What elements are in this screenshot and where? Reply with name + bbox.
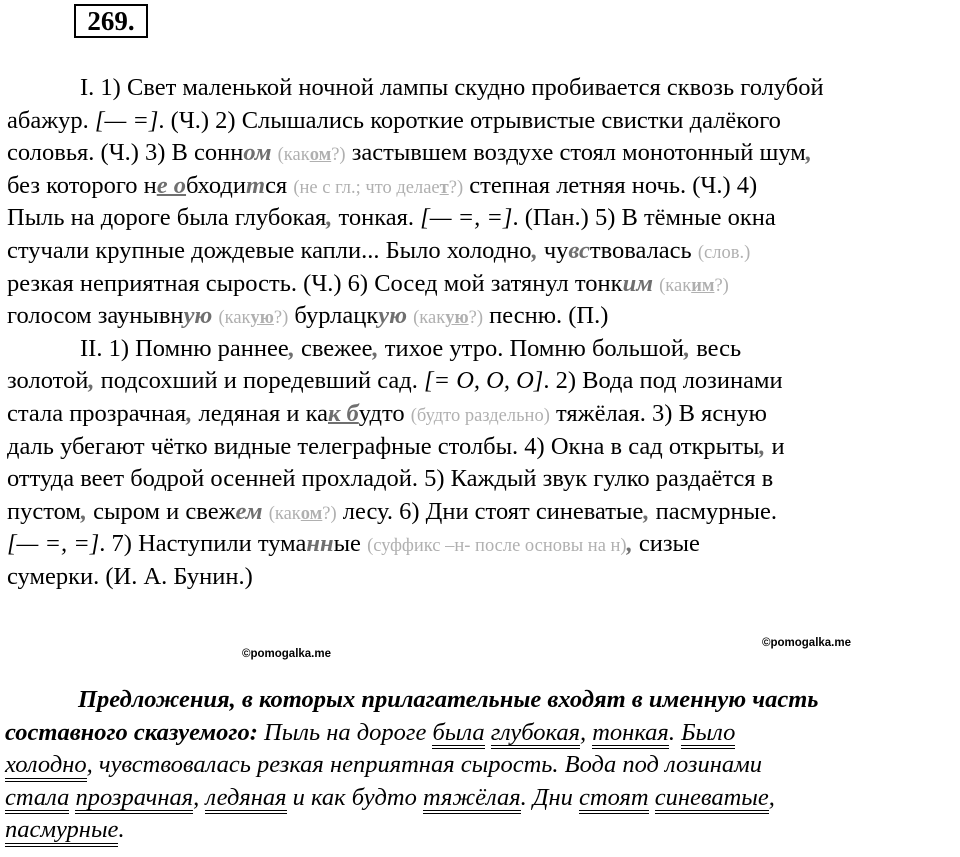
predicate-adjective: пасмурные xyxy=(5,818,118,847)
watermark-right: ©pomogalka.me xyxy=(762,637,851,649)
answer-line: стала прозрачная, ледяная и как будто тяжёлая. Дни стоят синеватые, xyxy=(5,782,955,815)
text-fragment: и как будто xyxy=(286,783,423,811)
predicate-link: стоят xyxy=(579,786,649,815)
text-fragment: ую xyxy=(183,302,213,330)
text-line xyxy=(7,561,957,594)
text-fragment: тяжёлая. 3) В ясную xyxy=(549,399,767,427)
text-fragment: , xyxy=(80,497,88,525)
exercise-number: 269. xyxy=(74,4,148,38)
text-fragment: [— =, =] xyxy=(7,530,100,558)
answer-block xyxy=(5,684,955,847)
predicate-link: была xyxy=(432,721,484,750)
text-line xyxy=(7,235,957,268)
text-fragment: соловья. (Ч.) 3) В сонн xyxy=(7,139,244,167)
text-fragment: (будто раздельно) xyxy=(410,405,550,426)
text-fragment: . Дни xyxy=(520,783,580,811)
text-fragment: лесу. 6) Дни стоят синеватые xyxy=(336,497,644,525)
text-fragment: , xyxy=(372,334,379,362)
predicate-adjective: холодно xyxy=(5,753,87,782)
text-fragment: , xyxy=(326,204,333,232)
text-fragment: и xyxy=(765,432,785,460)
text-fragment: к б xyxy=(328,399,359,427)
text-fragment: свежее xyxy=(294,334,373,362)
text-fragment: бурлацк xyxy=(288,302,379,330)
text-fragment: пасмурные. xyxy=(649,497,778,525)
text-fragment: ую xyxy=(378,302,408,330)
text-fragment: стучали крупные дождевые капли... Было холодно xyxy=(7,236,532,264)
text-fragment: золотой xyxy=(7,367,89,395)
text-line xyxy=(7,72,957,105)
text-fragment: , xyxy=(643,497,650,525)
text-fragment: тонкая. xyxy=(332,204,421,232)
text-fragment: даль убегают чётко видные телеграфные столбы. 4) Окна в сад открыты xyxy=(7,432,760,460)
text-fragment: (как xyxy=(659,275,692,296)
text-fragment: [— =] xyxy=(94,106,159,134)
text-fragment: ?) xyxy=(273,308,289,329)
text-fragment: Предложения, в которых прилагательные входят в именную часть xyxy=(78,686,819,713)
text-fragment: , xyxy=(288,334,295,362)
text-fragment: ?) xyxy=(468,308,483,329)
predicate-adjective: прозрачная xyxy=(75,786,193,815)
text-fragment: абажур. xyxy=(7,106,95,134)
text-fragment: твовалась xyxy=(589,236,698,264)
text-fragment: Пыль на дороге была глубокая xyxy=(7,204,327,232)
answer-line xyxy=(5,749,955,782)
text-fragment: ом xyxy=(309,145,332,166)
text-fragment: резкая неприятная сырость. (Ч.) 6) Сосед мой затянул тонк xyxy=(7,269,623,297)
text-fragment: бходи xyxy=(186,171,246,199)
answer-line: пасмурные. xyxy=(5,814,955,847)
text-fragment: (слов.) xyxy=(697,242,751,263)
text-fragment: (суффикс –н- после основы на н) xyxy=(367,536,627,557)
text-fragment: нн xyxy=(306,530,334,558)
text-line xyxy=(7,528,957,561)
predicate-adjective: глубокая xyxy=(491,721,580,750)
text-fragment: им xyxy=(691,275,715,296)
text-fragment: оттуда веет бодрой осенней прохладой. 5) Каждый звук гулко раздаётся в xyxy=(7,465,774,493)
text-fragment: , чувствовалась резкая неприятная сырость. Вода под лозинами xyxy=(86,751,763,779)
text-fragment: . (Пан.) 5) В тёмные окна xyxy=(512,204,776,232)
exercise-text xyxy=(7,72,957,594)
text-line xyxy=(7,463,957,496)
text-fragment: ую xyxy=(445,308,469,329)
text-fragment: ?) xyxy=(714,275,729,296)
text-fragment: ?) xyxy=(331,145,346,166)
text-fragment: т xyxy=(246,171,266,199)
answer-line: составного сказуемого: Пыль на дороге была глубокая, тонкая. Было xyxy=(5,717,955,750)
predicate-adjective: ледяная xyxy=(205,786,286,815)
text-line xyxy=(7,496,957,529)
text-fragment: сыром и свеж xyxy=(87,497,236,525)
text-fragment: голосом заунывн xyxy=(7,302,184,330)
text-line xyxy=(7,398,957,431)
text-fragment: чу xyxy=(537,236,569,264)
text-line xyxy=(7,202,957,235)
text-fragment: стала прозрачная xyxy=(7,399,187,427)
text-line xyxy=(7,300,957,333)
text-fragment: , xyxy=(88,367,95,395)
text-fragment: , xyxy=(531,236,538,264)
answer-heading xyxy=(5,684,955,717)
watermark-left: ©pomogalka.me xyxy=(242,648,331,660)
predicate-adjective: синеватые xyxy=(655,786,769,815)
text-fragment: подсохший и поредевший сад. xyxy=(94,367,425,395)
text-fragment: II. 1) Помню раннее xyxy=(80,334,289,362)
text-fragment: сумерки. (И. А. Бунин.) xyxy=(7,562,253,590)
text-line xyxy=(7,105,957,138)
text-fragment: . (Ч.) 2) Слышались короткие отрывистые свистки далёкого xyxy=(158,106,781,134)
text-fragment: весь xyxy=(690,334,742,362)
text-fragment: пустом xyxy=(7,497,81,525)
text-fragment: ледяная и ка xyxy=(192,399,329,427)
text-fragment: вс xyxy=(568,236,590,264)
text-line xyxy=(7,431,957,464)
text-fragment: составного сказуемого: xyxy=(5,718,258,746)
text-fragment: [= O, O, O] xyxy=(424,367,544,395)
text-fragment: тихое утро. Помню большой xyxy=(378,334,684,362)
text-fragment: (как xyxy=(277,145,310,166)
text-fragment: (как xyxy=(218,308,251,329)
text-line xyxy=(7,365,957,398)
text-fragment: , xyxy=(683,334,691,362)
predicate-adjective: тонкая xyxy=(592,721,669,750)
text-fragment: ем xyxy=(235,497,263,525)
text-fragment: е о xyxy=(156,171,187,199)
text-fragment: ся xyxy=(265,171,294,199)
text-fragment: (не с гл.; что делае xyxy=(293,177,440,198)
text-fragment: ые xyxy=(333,530,368,558)
text-fragment: ом xyxy=(300,503,323,524)
predicate-link: Было xyxy=(681,721,735,750)
text-line xyxy=(7,333,957,366)
text-fragment: сизые xyxy=(632,530,700,558)
text-fragment: . 7) Наступили тума xyxy=(99,530,307,558)
text-fragment: I. 1) Свет маленькой ночной лампы скудно пробивается сквозь голубой xyxy=(80,74,824,101)
text-fragment: , xyxy=(805,139,812,167)
text-line xyxy=(7,170,957,203)
text-fragment: песню. (П.) xyxy=(482,302,609,330)
predicate-adjective: тяжёлая xyxy=(423,786,521,815)
predicate-link: стала xyxy=(5,786,69,815)
text-fragment: т xyxy=(439,177,449,198)
text-fragment: ?) xyxy=(448,177,464,198)
text-line xyxy=(7,137,957,170)
text-fragment: (как xyxy=(413,308,446,329)
text-fragment: [— =, =] xyxy=(420,204,513,232)
text-fragment: ую xyxy=(250,308,274,329)
text-fragment: (как xyxy=(268,503,301,524)
text-fragment: ?) xyxy=(322,503,337,524)
text-fragment: им xyxy=(622,269,653,297)
text-line xyxy=(7,268,957,301)
text-fragment: удто xyxy=(358,399,411,427)
text-fragment: без которого н xyxy=(7,171,157,199)
text-fragment: , xyxy=(759,432,766,460)
text-fragment: степная летняя ночь. (Ч.) 4) xyxy=(463,171,758,199)
text-fragment: , xyxy=(626,530,633,558)
text-fragment: застывшем воздухе стоял монотонный шум xyxy=(345,139,806,167)
text-fragment: , xyxy=(186,399,193,427)
text-fragment: ом xyxy=(243,139,272,167)
text-fragment: . 2) Вода под лозинами xyxy=(543,367,783,395)
text-fragment: Пыль на дороге xyxy=(257,718,433,746)
